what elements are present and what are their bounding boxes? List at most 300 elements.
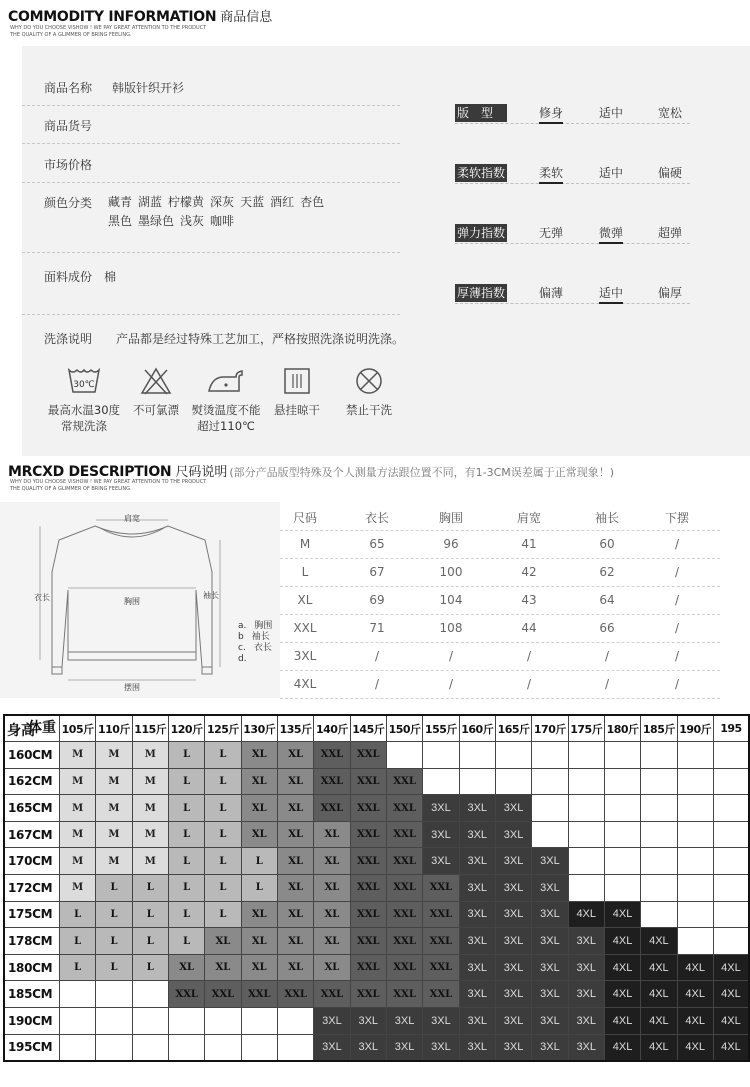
height-header: 162CM [4,768,59,795]
weight-header: 190斤 [677,715,713,742]
care-item [128,366,184,418]
fit-grid-cell [459,742,495,769]
fit-grid-cell [713,795,749,822]
fit-grid-cell [604,875,640,902]
color-option: 咖啡 [210,214,235,228]
fit-grid-cell: L [59,901,95,928]
size-table-row [280,671,720,699]
fit-grid-cell: M [96,848,132,875]
fit-grid-cell [568,742,604,769]
fit-grid-cell: XL [205,954,241,981]
fit-grid-cell: M [59,848,95,875]
attribute-option: 宽松 [658,106,683,120]
fit-grid-cell [604,768,640,795]
color-option: 天蓝 [240,195,265,209]
size-table-cell: 62 [599,565,615,579]
fit-grid-cell: 3XL [568,954,604,981]
fit-grid-cell [96,1008,132,1035]
fit-grid-cell: XXL [350,954,386,981]
attribute-row [455,104,690,124]
fit-grid-cell [713,768,749,795]
fit-grid-cell: XXL [423,928,459,955]
size-note: (部分产品版型特殊及个人测量方法跟位置不同，有1-3CM误差属于正常现象！) [229,466,615,479]
size-table-row [280,559,720,587]
fit-grid-cell: L [96,875,132,902]
size-table-row [280,531,720,559]
fit-grid-cell [532,742,568,769]
fit-grid-cell [677,848,713,875]
fit-grid-cell [168,1008,204,1035]
fit-grid-cell: 4XL [604,954,640,981]
legend-label: 胸围 [254,621,273,631]
fit-grid-cell: XXL [386,954,422,981]
fit-grid-cell: XXL [386,901,422,928]
care-item [46,366,122,434]
fit-grid-cell: 4XL [713,981,749,1008]
divider [22,182,400,183]
size-subtitle [10,479,206,493]
hem-label: 摆围 [124,683,140,692]
fabric-label: 面料成份 [44,270,93,284]
legend-key: c. [238,643,246,653]
weight-header: 120斤 [168,715,204,742]
fit-grid-cell: XXL [350,795,386,822]
fit-grid-cell: XL [314,875,350,902]
size-table-cell: 104 [439,593,463,607]
fit-grid-cell [241,1034,277,1061]
fit-grid-cell: M [132,821,168,848]
fit-grid-cell: L [205,875,241,902]
commodity-title-cn: 商品信息 [220,10,273,25]
fit-grid-cell: L [205,848,241,875]
fit-grid-cell [641,795,677,822]
size-header [0,456,750,502]
fit-grid-cell: XL [277,768,313,795]
commodity-title-en: COMMODITY INFORMATION [8,9,217,25]
fit-grid-row [4,768,749,795]
fit-grid-cell [532,821,568,848]
price-label: 市场价格 [44,158,93,172]
wash-30-icon [46,366,122,396]
fit-grid-cell: 3XL [459,821,495,848]
fit-grid-cell [713,901,749,928]
weight-header: 135斤 [277,715,313,742]
length-label: 衣长 [34,593,50,602]
fit-grid [3,714,750,1062]
fit-grid-cell: L [205,795,241,822]
size-table-cell: 71 [369,621,385,635]
fit-grid-cell: XXL [350,742,386,769]
fit-grid-cell: XXL [386,848,422,875]
size-table-cell: / [674,565,680,579]
fit-grid-cell: XXL [350,901,386,928]
care-text-line2: 超过110℃ [197,419,255,433]
fit-grid-header-row [4,715,749,742]
fit-grid-cell: XXL [350,981,386,1008]
fit-grid-cell: 3XL [568,981,604,1008]
fit-grid-cell: XL [277,901,313,928]
fit-grid-cell: 4XL [604,1008,640,1035]
fit-grid-cell [495,768,531,795]
size-table-cell: M [299,537,311,551]
fit-grid-cell: XXL [386,768,422,795]
fit-grid-cell: XXL [314,795,350,822]
commodity-subtitle-line1: WHY DO YOU CHOOSE VISHOW ! WE PAY GREAT ATTENTION TO THE PRODUCT [10,25,207,31]
divider [22,252,400,253]
fit-grid-cell: 3XL [532,928,568,955]
fit-grid-cell [59,1008,95,1035]
color-label: 颜色分类 [44,196,93,210]
fit-grid-cell: 3XL [495,875,531,902]
fit-grid-cell: 3XL [532,901,568,928]
fit-grid-cell [59,1034,95,1061]
fit-grid-cell: M [132,768,168,795]
fit-grid-cell: L [59,928,95,955]
fit-grid-cell: 3XL [423,1034,459,1061]
height-header: 175CM [4,901,59,928]
fit-grid-cell: L [168,821,204,848]
size-table-cell: 4XL [293,677,317,691]
no-bleach-icon [128,366,184,396]
fit-grid-cell: XXL [314,768,350,795]
size-table-cell: 67 [369,565,385,579]
attribute-row [455,224,690,244]
fit-grid-cell [96,981,132,1008]
fit-grid-cell: 3XL [459,981,495,1008]
fit-grid-cell: 4XL [604,1034,640,1061]
fit-grid-cell: XL [241,928,277,955]
color-option: 柠檬黄 [168,195,205,209]
care-text-line1: 禁止干洗 [346,403,392,417]
fit-grid-cell: L [96,901,132,928]
fit-grid-cell: 4XL [713,1008,749,1035]
fit-grid-cell [604,848,640,875]
size-table-header-cell: 袖长 [594,511,619,525]
fit-grid-cell: XL [314,848,350,875]
commodity-subtitle-line2: THE QUALITY OF A GLIMMER OF BRING FEELING. [10,32,132,38]
size-table-header [280,503,720,531]
fit-grid-cell: XXL [350,848,386,875]
fit-grid-cell: XL [241,742,277,769]
fit-grid-cell: XXL [386,981,422,1008]
fit-grid-cell: XL [277,954,313,981]
attribute-option: 修身 [539,104,563,124]
fit-grid-cell: 3XL [459,875,495,902]
size-table-cell: 65 [369,537,385,551]
fit-grid-cell: 3XL [386,1008,422,1035]
fit-grid-cell: 3XL [532,954,568,981]
attribute-option: 偏厚 [658,286,683,300]
fit-grid-cell: 3XL [532,981,568,1008]
fit-grid-cell [423,768,459,795]
fit-grid-cell [713,821,749,848]
fit-grid-cell: XXL [423,901,459,928]
care-text-line1: 悬挂晾干 [274,403,320,417]
fit-grid-cell: L [96,954,132,981]
size-table-cell: 66 [599,621,615,635]
fit-grid-row [4,981,749,1008]
size-title-cn: 尺码说明 [175,465,228,480]
height-header: 160CM [4,742,59,769]
color-option: 浅灰 [180,214,205,228]
size-table-cell: / [448,649,454,663]
size-table-header-cell: 下摆 [664,511,689,525]
fit-grid-row [4,1008,749,1035]
fit-grid-cell: L [168,848,204,875]
legend-item [238,632,270,643]
weight-header: 125斤 [205,715,241,742]
size-table-row [280,615,720,643]
fit-grid-row [4,795,749,822]
fit-grid-cell [386,742,422,769]
size-table-cell: 100 [439,565,463,579]
size-table-cell: / [674,537,680,551]
fit-grid-cell: 4XL [641,981,677,1008]
fit-grid-cell: 3XL [532,1008,568,1035]
fit-grid-cell: 3XL [495,821,531,848]
weight-header: 165斤 [495,715,531,742]
fit-grid-cell: L [168,875,204,902]
fit-grid-cell [713,928,749,955]
fit-grid-cell: 3XL [386,1034,422,1061]
fit-grid-cell: 3XL [459,795,495,822]
size-table-row [280,643,720,671]
fit-grid-cell: L [168,928,204,955]
fit-grid-cell: M [96,821,132,848]
fit-grid-cell [713,875,749,902]
fit-grid-cell: XXL [314,742,350,769]
fit-grid-cell: 3XL [568,1034,604,1061]
size-table-cell: 43 [521,593,537,607]
attribute-option: 柔软 [539,164,563,184]
fit-grid-cell [604,795,640,822]
height-header: 195CM [4,1034,59,1061]
fit-grid-cell: L [205,742,241,769]
fit-grid-cell: 3XL [495,795,531,822]
fit-grid-cell [641,875,677,902]
fit-grid-cell [677,768,713,795]
fit-grid-cell: L [168,795,204,822]
weight-header: 140斤 [314,715,350,742]
size-table-cell: 44 [521,621,537,635]
size-table-cell: / [604,677,610,691]
size-table-cell: 69 [369,593,385,607]
fit-grid-cell: XXL [314,981,350,1008]
commodity-header [0,0,750,46]
fit-grid-cell [641,901,677,928]
fit-grid-cell: 3XL [459,1008,495,1035]
fit-grid-cell: 3XL [314,1008,350,1035]
fit-grid-cell: 3XL [532,875,568,902]
attribute-row [455,284,690,304]
fit-grid-cell: 3XL [495,1008,531,1035]
fit-grid-cell: L [168,768,204,795]
height-header: 180CM [4,954,59,981]
size-table-header-cell: 尺码 [292,511,317,525]
svg-text:30℃: 30℃ [73,380,95,390]
attribute-name: 厚薄指数 [457,286,506,300]
fit-grid-cell: XXL [168,981,204,1008]
size-table-header-cell: 衣长 [364,511,389,525]
fit-grid-cell: 3XL [532,848,568,875]
name-label: 商品名称 [44,81,93,95]
weight-header: 110斤 [96,715,132,742]
size-table-cell: 42 [521,565,537,579]
fit-grid-cell: 3XL [495,981,531,1008]
fit-grid-cell [277,1008,313,1035]
fit-grid-cell: L [59,954,95,981]
divider [22,143,400,144]
fit-grid-cell: 3XL [495,848,531,875]
size-table-cell: / [674,593,680,607]
fit-grid-cell: 3XL [423,821,459,848]
fit-grid-cell: XL [241,795,277,822]
color-option: 墨绿色 [138,214,175,228]
attribute-option: 超弹 [658,226,683,240]
fit-grid-cell: XL [277,821,313,848]
size-table-cell: / [374,677,380,691]
hang-dry-icon [270,366,324,396]
divider [22,105,400,106]
fit-grid-cell: 4XL [677,1034,713,1061]
size-table-cell: / [674,621,680,635]
fit-grid-cell: XXL [423,875,459,902]
fit-grid-cell: M [59,742,95,769]
size-table-cell: / [526,649,532,663]
fit-grid-cell: XL [314,821,350,848]
fit-grid-cell: XL [314,954,350,981]
legend-item [238,621,272,632]
fit-grid-cell: M [59,795,95,822]
fit-grid-cell: XXL [386,875,422,902]
fit-grid-row [4,821,749,848]
fit-grid-cell [677,795,713,822]
height-header: 167CM [4,821,59,848]
fit-grid-cell: 4XL [568,901,604,928]
color-option: 深灰 [210,195,235,209]
fit-grid-cell [713,742,749,769]
fit-grid-cell: 4XL [713,954,749,981]
weight-header: 160斤 [459,715,495,742]
fit-grid-cell: XXL [205,981,241,1008]
color-option: 杏色 [300,195,325,209]
weight-header: 105斤 [59,715,95,742]
care-item [342,366,396,418]
fit-grid-cell [677,742,713,769]
fit-grid-cell: XL [277,742,313,769]
fit-grid-cell: 3XL [459,1034,495,1061]
fit-grid-cell: XXL [350,821,386,848]
attribute-option: 适中 [599,284,623,304]
fit-grid-row [4,848,749,875]
fit-grid-cell: 3XL [423,795,459,822]
fit-grid-cell: XXL [386,821,422,848]
fit-grid-cell: L [132,901,168,928]
fit-grid-cell: L [168,901,204,928]
commodity-title [8,6,272,25]
divider [22,314,400,315]
fit-grid-cell: 3XL [568,928,604,955]
garment-diagram [0,502,280,698]
care-text-line2: 常规洗涤 [61,419,107,433]
weight-header: 180斤 [604,715,640,742]
name-value: 韩版针织开衫 [112,81,185,95]
fit-grid-cell: XL [241,901,277,928]
fit-grid-cell: 3XL [568,1008,604,1035]
legend-label: 衣长 [253,643,272,653]
fit-grid-cell: M [59,768,95,795]
size-subtitle-line1: WHY DO YOU CHOOSE VISHOW ! WE PAY GREAT ATTENTION TO THE PRODUCT [10,479,207,485]
fit-grid-row [4,954,749,981]
fit-grid-cell: XL [168,954,204,981]
care-text-line1: 熨烫温度不能 [191,403,261,417]
attribute-option: 偏薄 [539,286,564,300]
fit-grid-cell: XXL [386,928,422,955]
fit-grid-cell [641,768,677,795]
care-text-line1: 不可氯漂 [133,403,179,417]
care-item [190,366,262,434]
fit-grid-cell [604,821,640,848]
fit-grid-corner [4,715,59,742]
attribute-option: 微弹 [599,224,623,244]
size-table-cell: / [674,677,680,691]
size-table-row [280,587,720,615]
fit-grid-cell [205,1034,241,1061]
fit-grid-cell: M [132,795,168,822]
height-header: 170CM [4,848,59,875]
fit-grid-cell: 3XL [459,954,495,981]
attribute-row [455,164,690,184]
fit-grid-cell: M [132,848,168,875]
fit-grid-cell: L [132,954,168,981]
legend-key: d. [238,654,247,664]
fit-grid-cell: 4XL [641,954,677,981]
weight-header: 145斤 [350,715,386,742]
fit-grid-cell [532,768,568,795]
weight-header: 195 [713,715,749,742]
fit-grid-cell [604,742,640,769]
color-option: 酒红 [270,195,295,209]
fit-grid-cell: XL [277,875,313,902]
attribute-name: 柔软指数 [457,166,506,180]
wash-title: 洗涤说明 [44,332,93,346]
height-header: 165CM [4,795,59,822]
fit-grid-cell: 3XL [495,954,531,981]
fit-grid-cell [241,1008,277,1035]
fit-grid-cell: 4XL [604,901,640,928]
fit-grid-cell: M [96,768,132,795]
height-header: 172CM [4,875,59,902]
fit-grid-cell [132,1034,168,1061]
height-header: 185CM [4,981,59,1008]
fit-grid-cell: L [132,875,168,902]
fit-grid-cell: XL [241,821,277,848]
wash-description: 产品都是经过特殊工艺加工，严格按照洗涤说明洗涤。 [116,332,405,346]
weight-header: 170斤 [532,715,568,742]
fit-grid-cell [168,1034,204,1061]
fit-grid-cell: XXL [350,768,386,795]
fit-grid-cell: L [132,928,168,955]
size-table-cell: 41 [521,537,537,551]
fit-grid-row [4,875,749,902]
fit-grid-cell: 4XL [641,1008,677,1035]
fit-grid-cell: L [205,768,241,795]
fit-grid-cell: XXL [386,795,422,822]
legend-label: 袖长 [251,632,270,642]
fit-grid-cell: L [96,928,132,955]
fit-grid-cell: 3XL [314,1034,350,1061]
size-table-header-cell: 肩宽 [516,511,541,525]
